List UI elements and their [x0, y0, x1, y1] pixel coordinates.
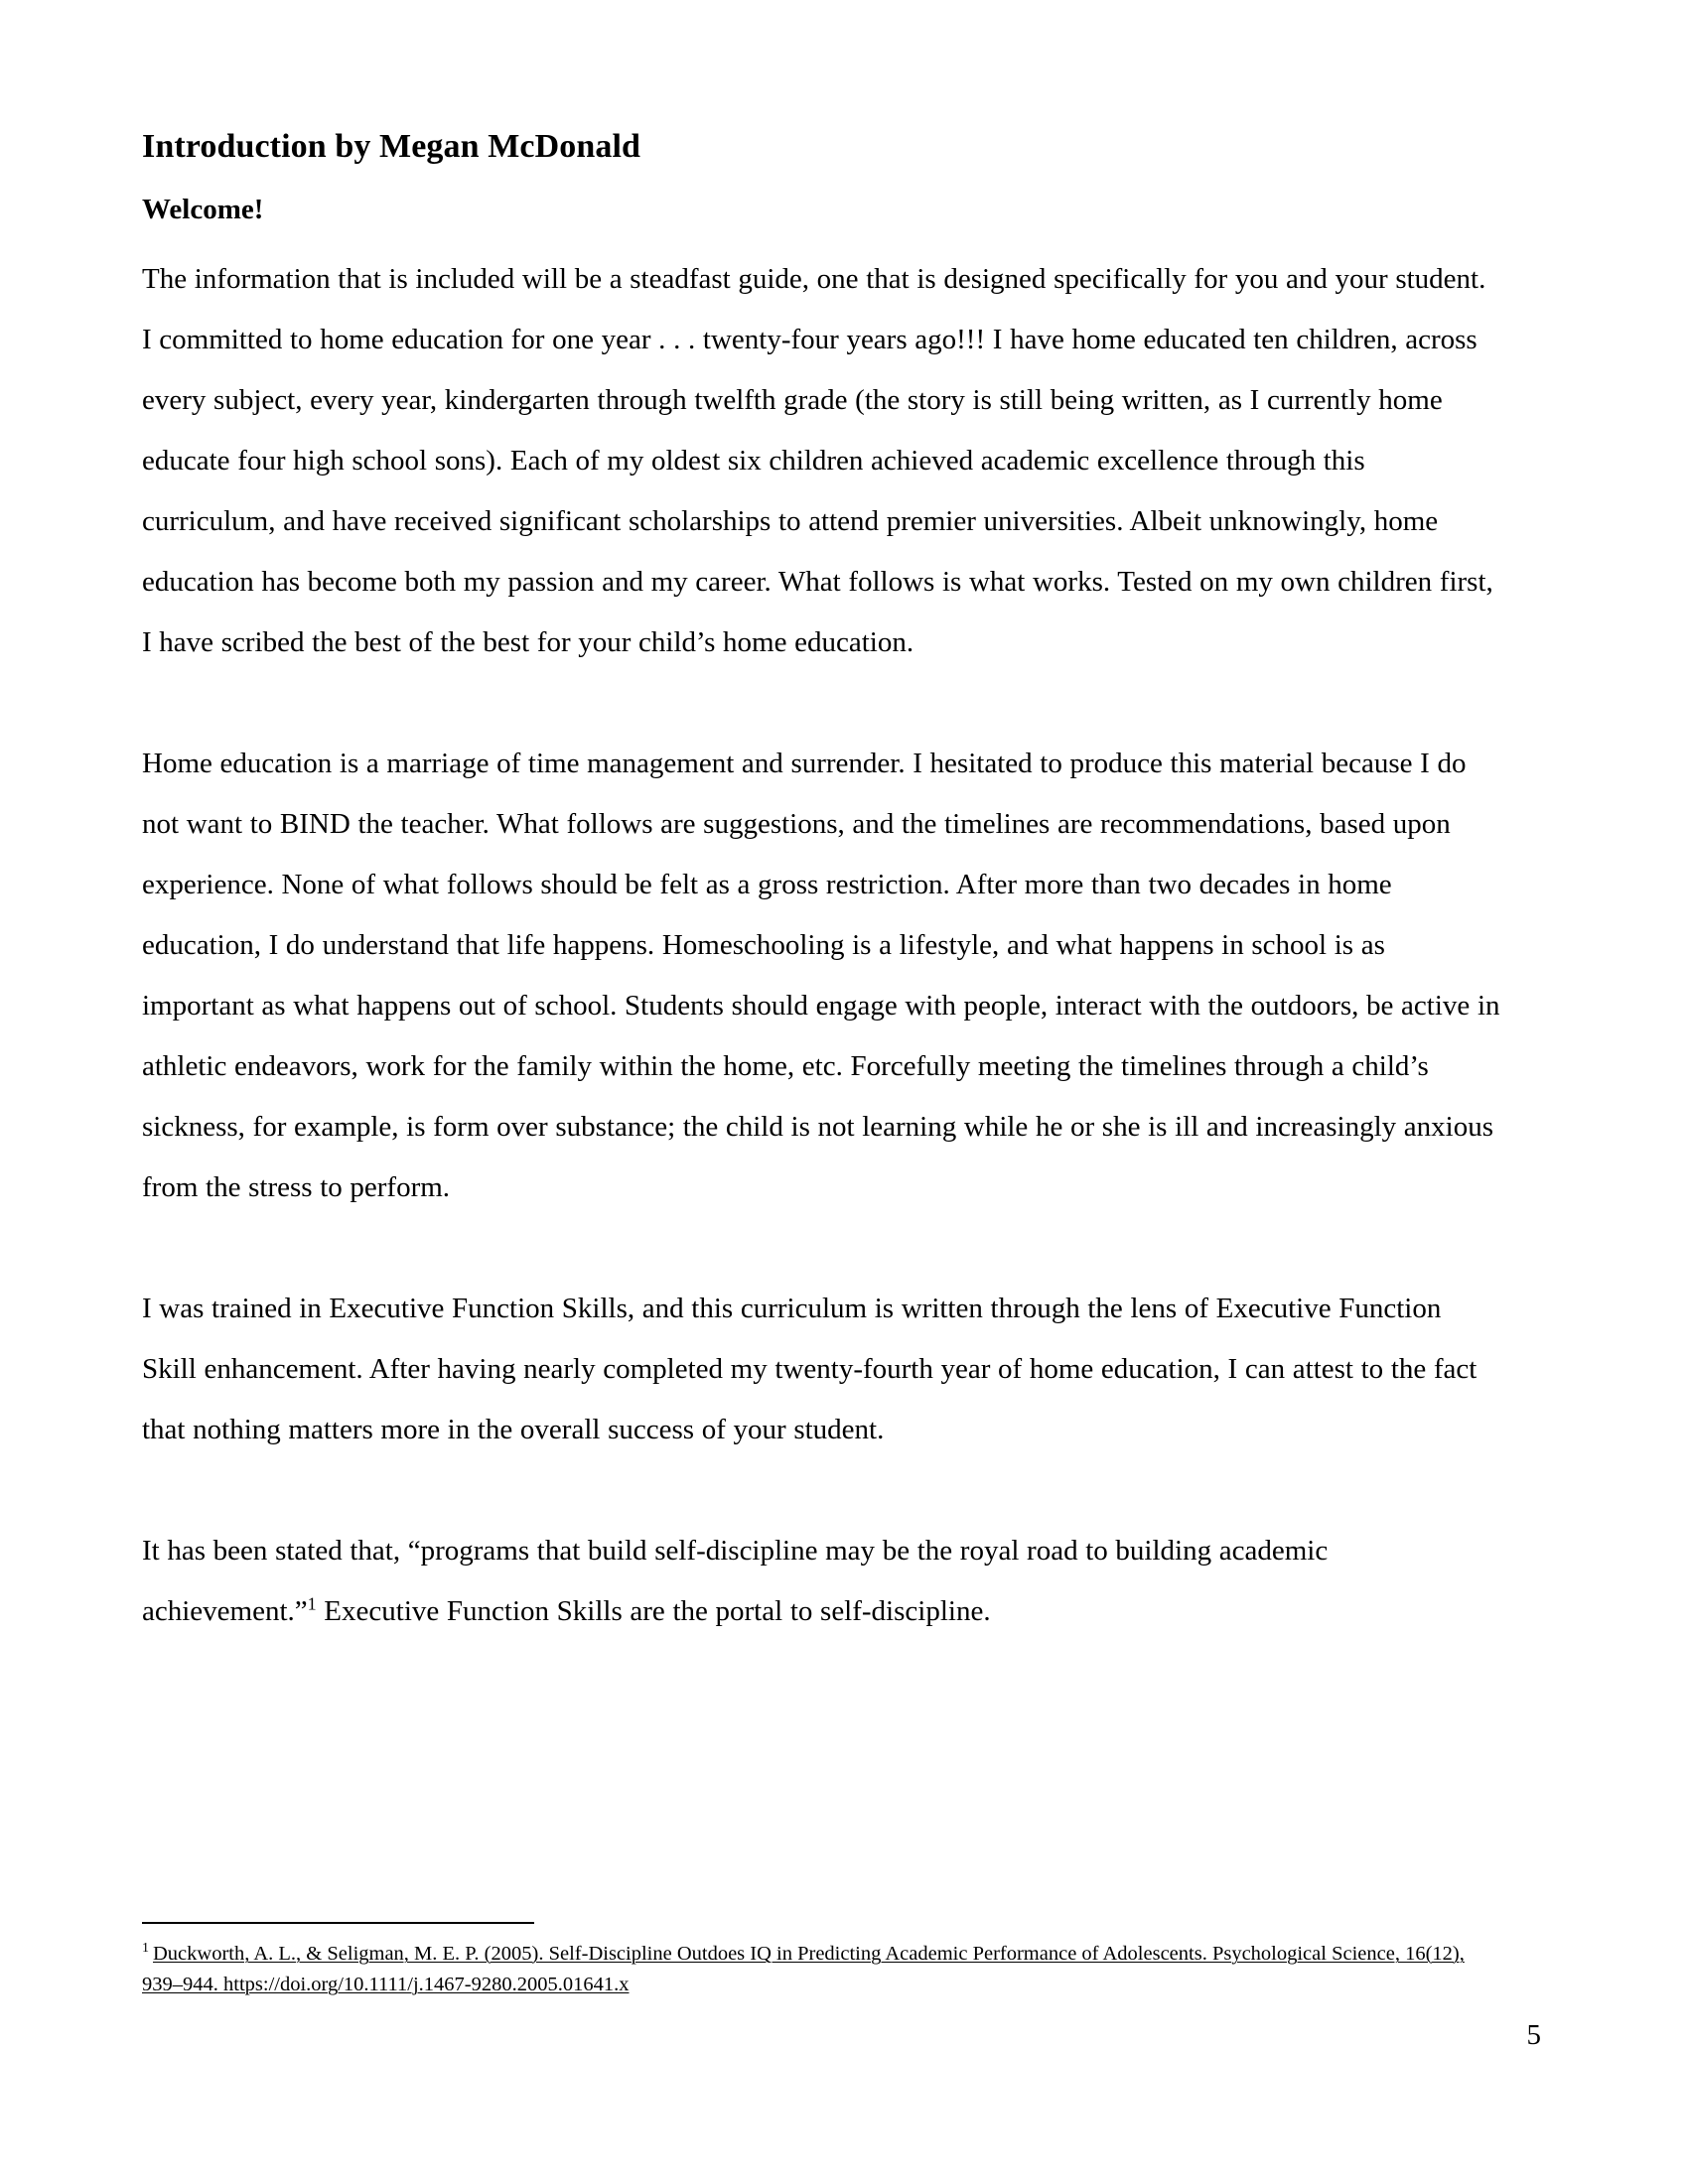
footnote-entry — [142, 1933, 1502, 2000]
footnote-reference-marker[interactable]: 1 — [307, 1593, 317, 1614]
quote-text-after: Executive Function Skills are the portal to self-discipline. — [316, 1594, 991, 1627]
section-subheading: Welcome! — [142, 194, 264, 226]
footnote-separator-rule — [142, 1922, 534, 1924]
body-paragraph-2: Home education is a marriage of time management and surrender. I hesitated to produce this material because I do not want to BIND the teacher. What follows are suggestions, and the timelines are recommendations, based upon experience. None of what follows should be felt as a gross restriction. After more than two decades in home education, I do understand that life happens. Homeschooling is a lifestyle, and what happens in school is as important as what happens out of school. Students should engage with people, interact with the outdoors, be active in athletic endeavors, work for the family within the home, etc. Forcefully meeting the timelines through a child’s sickness, for example, is form over substance; the child is not learning while he or she is ill and increasingly anxious from the stress to perform. — [142, 747, 1500, 1203]
paragraph-spacer — [142, 1460, 1502, 1521]
page-title: Introduction by Megan McDonald — [142, 128, 641, 165]
footnote-citation-text[interactable]: Duckworth, A. L., & Seligman, M. E. P. (2005). Self-Discipline Outdoes IQ in Predicting Academic Performance of Adolescents. Psychological Science, 16(12), 939–944. https://doi.org/10.1111/j.1467-9280.2005.01641.x — [142, 1942, 1465, 1995]
page-number: 5 — [1526, 2019, 1541, 2051]
footnote-area — [142, 1922, 1502, 2000]
footnote-number: 1 — [142, 1941, 149, 1956]
page-content — [142, 127, 1502, 1642]
quote-text-before: It has been stated that, “programs that build self-discipline may be the royal road to building academic achievement.” — [142, 1534, 1329, 1627]
paragraph-spacer — [142, 673, 1502, 734]
paragraph-spacer — [142, 1218, 1502, 1279]
body-paragraph-1: The information that is included will be a steadfast guide, one that is designed specifically for you and your student. I committed to home education for one year . . . twenty-four years ago!!! I have home educated ten children, across every subject, every year, kindergarten through twelfth grade (the story is still being written, as I currently home educate four high school sons). Each of my oldest six children achieved academic excellence through this curriculum, and have received significant scholarships to attend premier universities. Albeit unknowingly, home education has become both my passion and my career. What follows is what works. Tested on my own children first, I have scribed the best of the best for your child’s home education. — [142, 262, 1493, 658]
body-paragraph-4-quote — [142, 1521, 1502, 1642]
body-paragraph-3: I was trained in Executive Function Skills, and this curriculum is written through the lens of Executive Function Skill enhancement. After having nearly completed my twenty-fourth year of home education, I can attest to the fact that nothing matters more in the overall success of your student. — [142, 1292, 1477, 1445]
